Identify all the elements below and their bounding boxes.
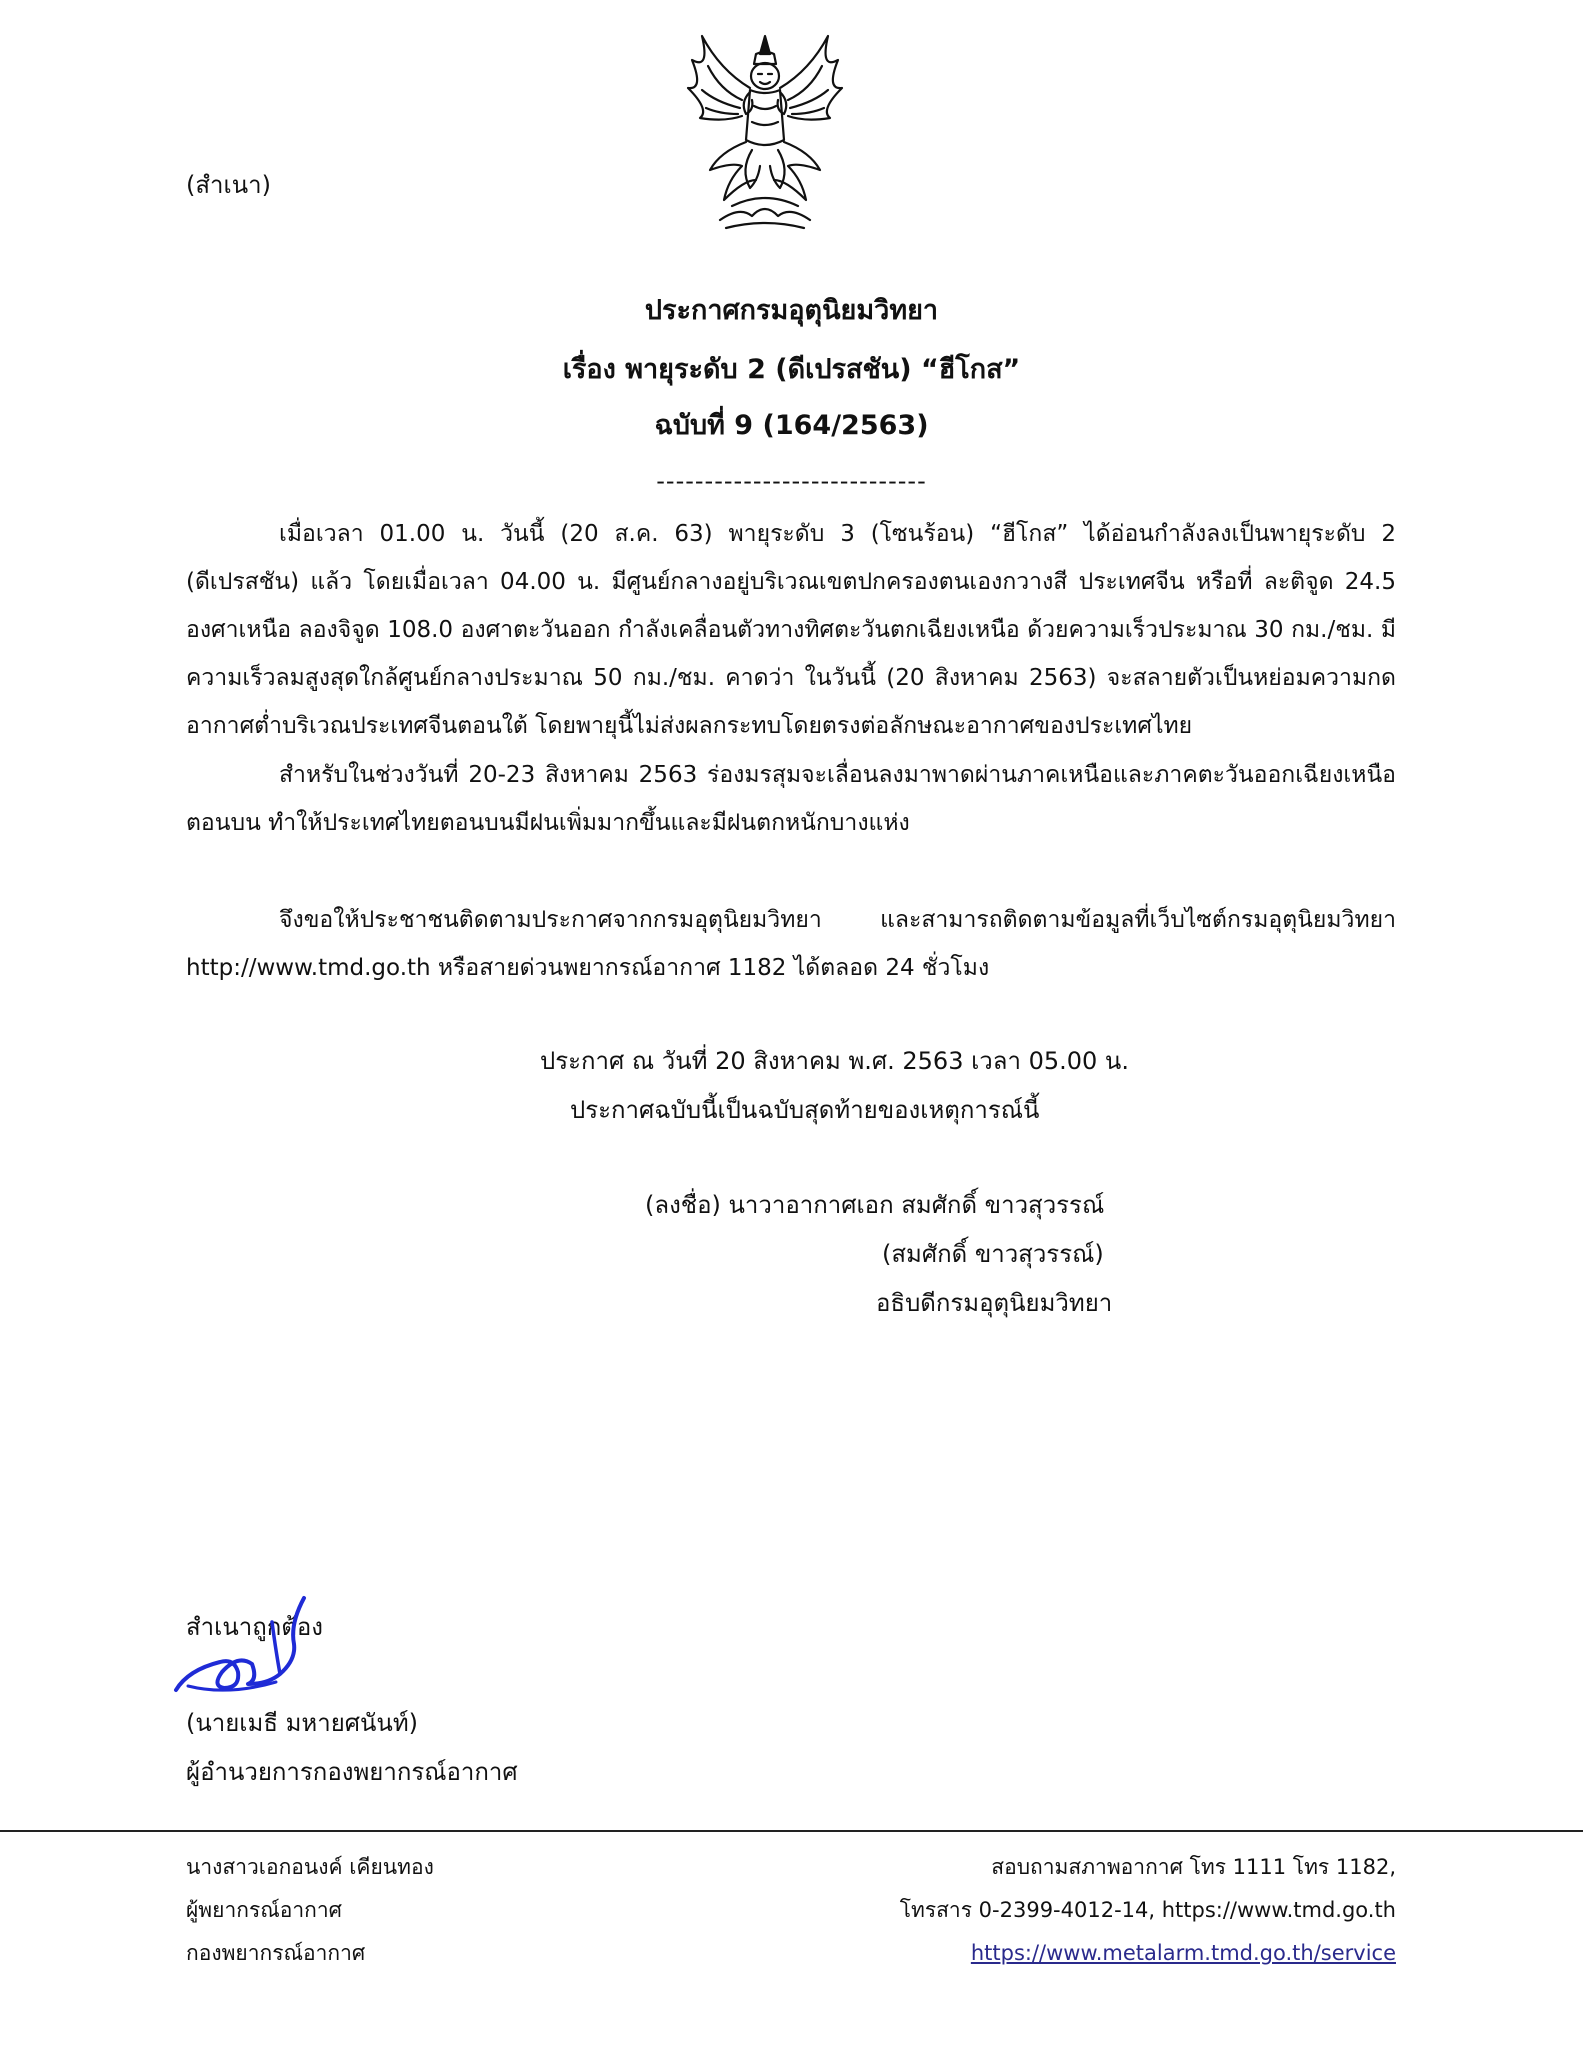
certified-position: ผู้อำนวยการกองพยากรณ์อากาศ <box>186 1758 518 1786</box>
footer-divider <box>0 1830 1583 1832</box>
announce-date: ประกาศ ณ วันที่ 20 สิงหาคม พ.ศ. 2563 เวลา 05.00 น. <box>540 1047 1129 1075</box>
signatory-position: อธิบดีกรมอุตุนิยมวิทยา <box>876 1289 1113 1317</box>
footer-forecaster-division: กองพยากรณ์อากาศ <box>186 1941 366 1965</box>
signatory-name: (สมศักดิ์ ขาวสุวรรณ์) <box>882 1240 1104 1268</box>
footer-contact-phone: สอบถามสภาพอากาศ โทร 1111 โทร 1182, <box>991 1855 1396 1879</box>
signatory-signed-line: (ลงชื่อ) นาวาอากาศเอก สมศักดิ์ ขาวสุวรรณ์ <box>645 1191 1105 1219</box>
certified-label: สำเนาถูกต้อง <box>186 1613 323 1641</box>
handwritten-signature <box>168 1592 318 1702</box>
footer-contact-fax: โทรสาร 0-2399-4012-14, https://www.tmd.go.th <box>899 1898 1396 1922</box>
document-subject: เรื่อง พายุระดับ 2 (ดีเปรสชัน) “ฮีโกส” <box>562 354 1021 385</box>
paragraph-storm-status: เมื่อเวลา 01.00 น. วันนี้ (20 ส.ค. 63) พายุระดับ 3 (โซนร้อน) “ฮีโกส” ได้อ่อนกำลังลงเป็นพายุระดับ 2 (ดีเปรสชัน) แล้ว โดยเมื่อเวลา 04.00 น. มีศูนย์กลางอยู่บริเวณเขตปกครองตนเองกวางสี ประเทศจีน หรือที่ ละติจูด 24.5 องศาเหนือ ลองจิจูด 108.0 องศาตะวันออก กำลังเคลื่อนตัวทางทิศตะวันตกเฉียงเหนือ ด้วยความเร็วประมาณ 30 กม./ชม. มีความเร็วลมสูงสุดใกล้ศูนย์กลางประมาณ 50 กม./ชม. คาดว่า ในวันนี้ (20 สิงหาคม 2563) จะสลายตัวเป็นหย่อมความกดอากาศต่ำบริเวณประเทศจีนตอนใต้ โดยพายุนี้ไม่ส่งผลกระทบโดยตรงต่อลักษณะอากาศของประเทศไทย <box>186 521 1396 739</box>
document-number: ฉบับที่ 9 (164/2563) <box>654 410 929 441</box>
paragraph-monsoon: สำหรับในช่วงวันที่ 20-23 สิงหาคม 2563 ร่องมรสุมจะเลื่อนลงมาพาดผ่านภาคเหนือและภาคตะวันออกเฉียงเหนือตอนบน ทำให้ประเทศไทยตอนบนมีฝนเพิ่มมากขึ้นและมีฝนตกหนักบางแห่ง <box>186 762 1396 836</box>
footer-service-link[interactable]: https://www.metalarm.tmd.go.th/service <box>970 1941 1396 1965</box>
footer-forecaster-name: นางสาวเอกอนงค์ เคียนทอง <box>186 1855 434 1879</box>
footer-forecaster-role: ผู้พยากรณ์อากาศ <box>186 1898 342 1922</box>
title-divider: ---------------------------- <box>656 467 927 495</box>
certified-name: (นายเมธี มหายศนันท์) <box>186 1709 419 1737</box>
paragraph-advice: จึงขอให้ประชาชนติดตามประกาศจากกรมอุตุนิยมวิทยา และสามารถติดตามข้อมูลที่เว็บไซต์กรมอุตุนิยมวิทยา http://www.tmd.go.th หรือสายด่วนพยากรณ์อากาศ 1182 ได้ตลอด 24 ชั่วโมง <box>186 907 1396 981</box>
garuda-emblem-icon <box>680 30 850 235</box>
document-title: ประกาศกรมอุตุนิยมวิทยา <box>644 295 939 326</box>
announce-final-note: ประกาศฉบับนี้เป็นฉบับสุดท้ายของเหตุการณ์นี้ <box>570 1096 1040 1124</box>
copy-label: (สำเนา) <box>186 171 271 199</box>
